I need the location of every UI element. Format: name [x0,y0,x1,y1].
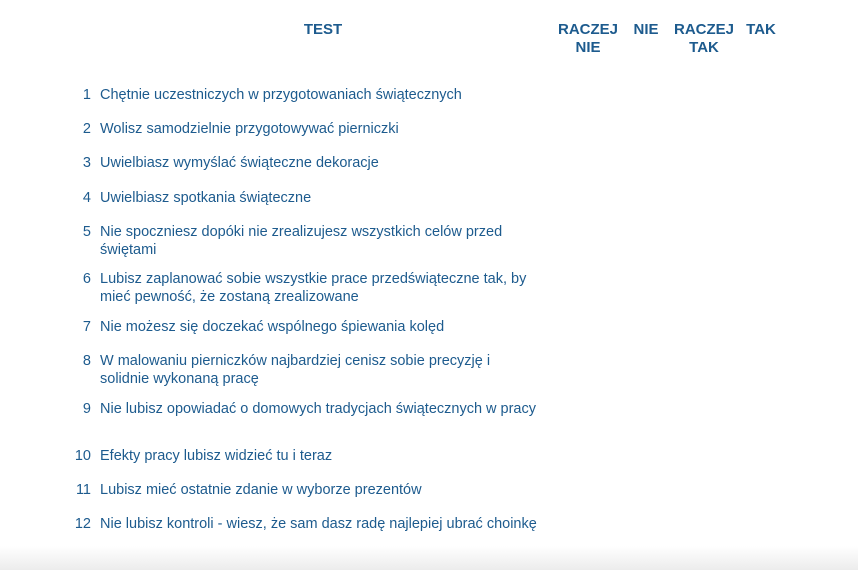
question-text: Nie lubisz opowiadać o domowych tradycjach świątecznych w pracy [100,401,536,417]
header-no: NIE [633,21,659,38]
question-number: 6 [82,271,91,287]
question-number: 4 [82,190,91,206]
question-number: 3 [82,155,91,171]
question-text: Nie spoczniesz dopóki nie zrealizujesz wszystkich celów przed świętami [100,224,503,258]
header-rather-yes [666,21,742,57]
question-text: Uwielbiasz wymyślać świąteczne dekoracje [100,155,379,171]
header-rather-no-line2: NIE [575,39,601,56]
header-test: TEST [303,21,343,38]
header-rather-no-line1: RACZEJ [557,21,618,38]
question-number: 9 [82,401,91,417]
header-rather-yes-line2: TAK [689,39,719,56]
question-number: 7 [82,319,91,335]
question-text: Nie możesz się doczekać wspólnego śpiewania kolęd [100,319,445,335]
question-number: 2 [82,121,91,137]
question-text: Nie lubisz kontroli - wiesz, że sam dasz radę najlepiej ubrać choinkę [100,516,537,532]
question-text: Lubisz zaplanować sobie wszystkie prace przedświąteczne tak, by mieć pewność, że zostaną zrealizowane [100,271,527,305]
question-text: Chętnie uczestniczych w przygotowaniach świątecznych [100,87,462,103]
question-number: 1 [82,87,91,103]
question-number: 8 [82,353,91,369]
question-text: Efekty pracy lubisz widzieć tu i teraz [100,448,333,464]
header-yes: TAK [746,21,776,38]
question-number: 5 [82,224,91,240]
question-number: 12 [74,516,91,532]
question-number: 10 [74,448,91,464]
question-text: Wolisz samodzielnie przygotowywać pierniczki [100,121,399,137]
question-text: Uwielbiasz spotkania świąteczne [100,190,312,206]
bottom-shadow [0,546,858,570]
question-text: W malowaniu pierniczków najbardziej cenisz sobie precyzję i solidnie wykonaną pracę [100,353,491,387]
header-rather-yes-line1: RACZEJ [673,21,734,38]
question-text: Lubisz mieć ostatnie zdanie w wyborze prezentów [100,482,422,498]
header-rather-no [550,21,626,57]
question-number: 11 [75,482,91,498]
